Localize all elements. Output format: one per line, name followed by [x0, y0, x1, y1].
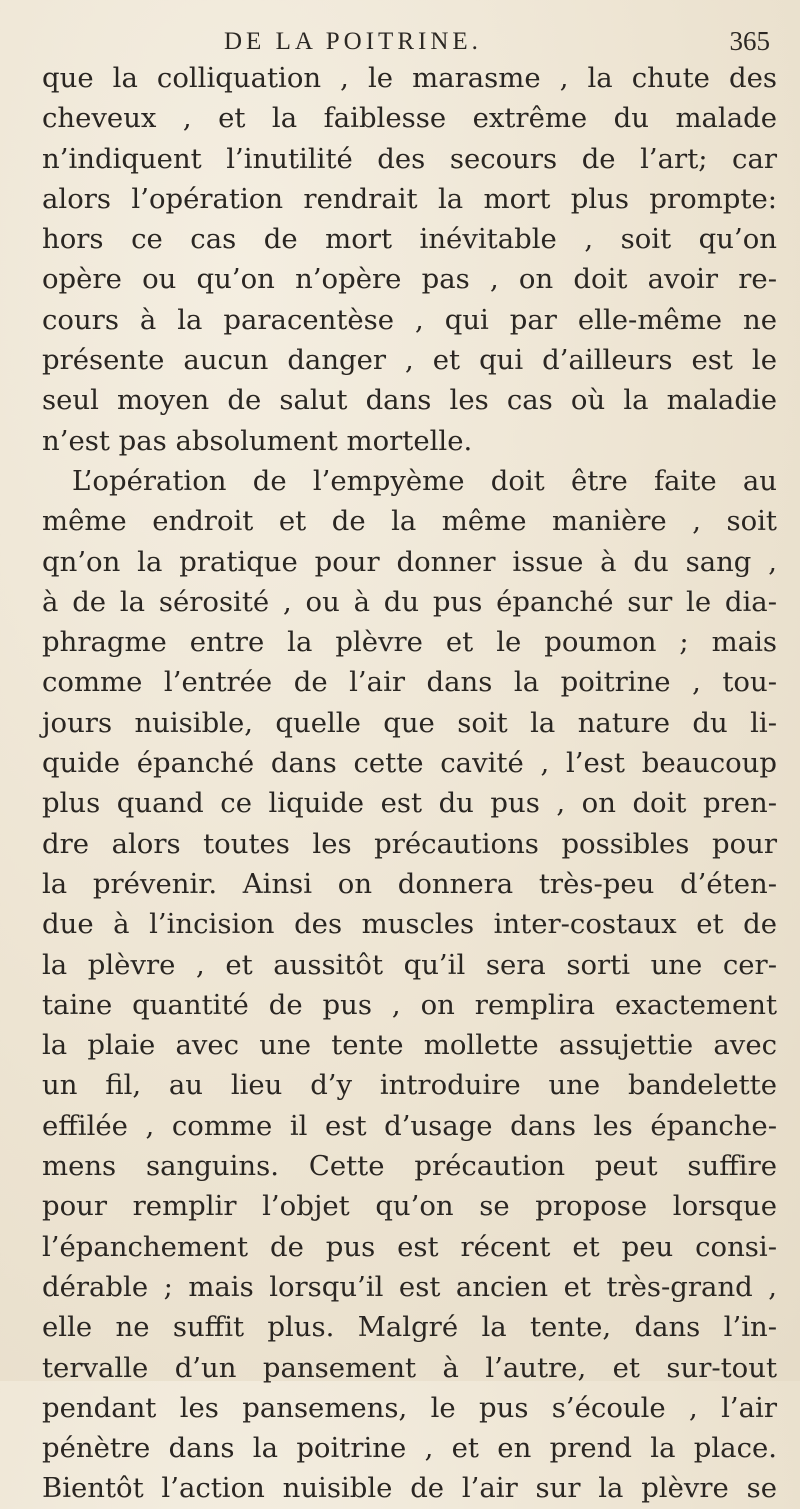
text-line: comme l’entrée de l’air dans la poitrine , tou-	[42, 666, 777, 699]
text-line: n’indiquent l’inutilité des secours de l’art; car	[42, 142, 777, 175]
text-line: que la colliquation , le marasme , la chute des	[42, 62, 777, 94]
text-line: présente aucun danger , et qui d’ailleurs est le	[42, 344, 777, 377]
text-line: mens sanguins. Cette précaution peut suffire	[42, 1150, 777, 1183]
text-line: hors ce cas de mort inévitable , soit qu’on	[42, 223, 777, 256]
text-line: phragme entre la plèvre et le poumon ; mais	[42, 626, 777, 659]
text-line: la prévenir. Ainsi on donnera très-peu d’éten-	[42, 867, 777, 900]
text-line: pendant les pansemens, le pus s’écoule , l’air	[42, 1391, 777, 1424]
text-line: L’opération de l’empyème doit être faite au	[72, 464, 777, 497]
running-head	[42, 18, 778, 58]
text-line: effilée , comme il est d’usage dans les épanche-	[42, 1109, 777, 1142]
page-number: 365	[729, 26, 770, 56]
text-line: plus quand ce liquide est du pus , on doit pren-	[42, 787, 777, 820]
text-line: pour remplir l’objet qu’on se propose lorsque	[42, 1190, 777, 1223]
text-line: à de la sérosité , ou à du pus épanché sur le dia-	[42, 585, 777, 618]
text-line: qn’on la pratique pour donner issue à du sang ,	[42, 545, 777, 578]
text-line: jours nuisible, quelle que soit la nature du li-	[42, 706, 777, 739]
text-line: cheveux , et la faiblesse extrême du malade	[42, 102, 777, 135]
text-line: tervalle d’un pansement à l’autre, et sur-tout	[42, 1351, 777, 1384]
text-line: pénètre dans la poitrine , et en prend la place.	[42, 1432, 777, 1465]
text-line: un fil, au lieu d’y introduire une bandelette	[42, 1069, 777, 1102]
text-line: elle ne suffit plus. Malgré la tente, dans l’in-	[42, 1311, 777, 1344]
text-line: seul moyen de salut dans les cas où la maladie	[42, 384, 777, 417]
text-line: même endroit et de la même manière , soit	[42, 505, 777, 538]
body-text	[42, 58, 778, 1509]
running-title: DE LA POITRINE.	[224, 28, 482, 55]
text-line: dérable ; mais lorsqu’il est ancien et très-grand ,	[42, 1270, 777, 1303]
text-line: alors l’opération rendrait la mort plus prompte:	[42, 182, 777, 215]
text-line: quide épanché dans cette cavité , l’est beaucoup	[42, 747, 777, 780]
text-line: la plaie avec une tente mollette assujettie avec	[42, 1029, 777, 1062]
text-line: taine quantité de pus , on remplira exactement	[42, 988, 777, 1021]
text-line: la plèvre , et aussitôt qu’il sera sorti une cer-	[42, 948, 777, 981]
text-line: dre alors toutes les précautions possibles pour	[42, 827, 777, 860]
text-line: opère ou qu’on n’opère pas , on doit avoir re-	[42, 263, 777, 296]
text-line: cours à la paracentèse , qui par elle-même ne	[42, 303, 777, 336]
text-line: due à l’incision des muscles inter-costaux et de	[42, 908, 777, 941]
text-line: n’est pas absolument mortelle.	[42, 424, 473, 457]
text-line: Bientôt l’action nuisible de l’air sur la plèvre se	[42, 1472, 777, 1505]
text-line: l’épanchement de pus est récent et peu consi-	[42, 1230, 777, 1263]
